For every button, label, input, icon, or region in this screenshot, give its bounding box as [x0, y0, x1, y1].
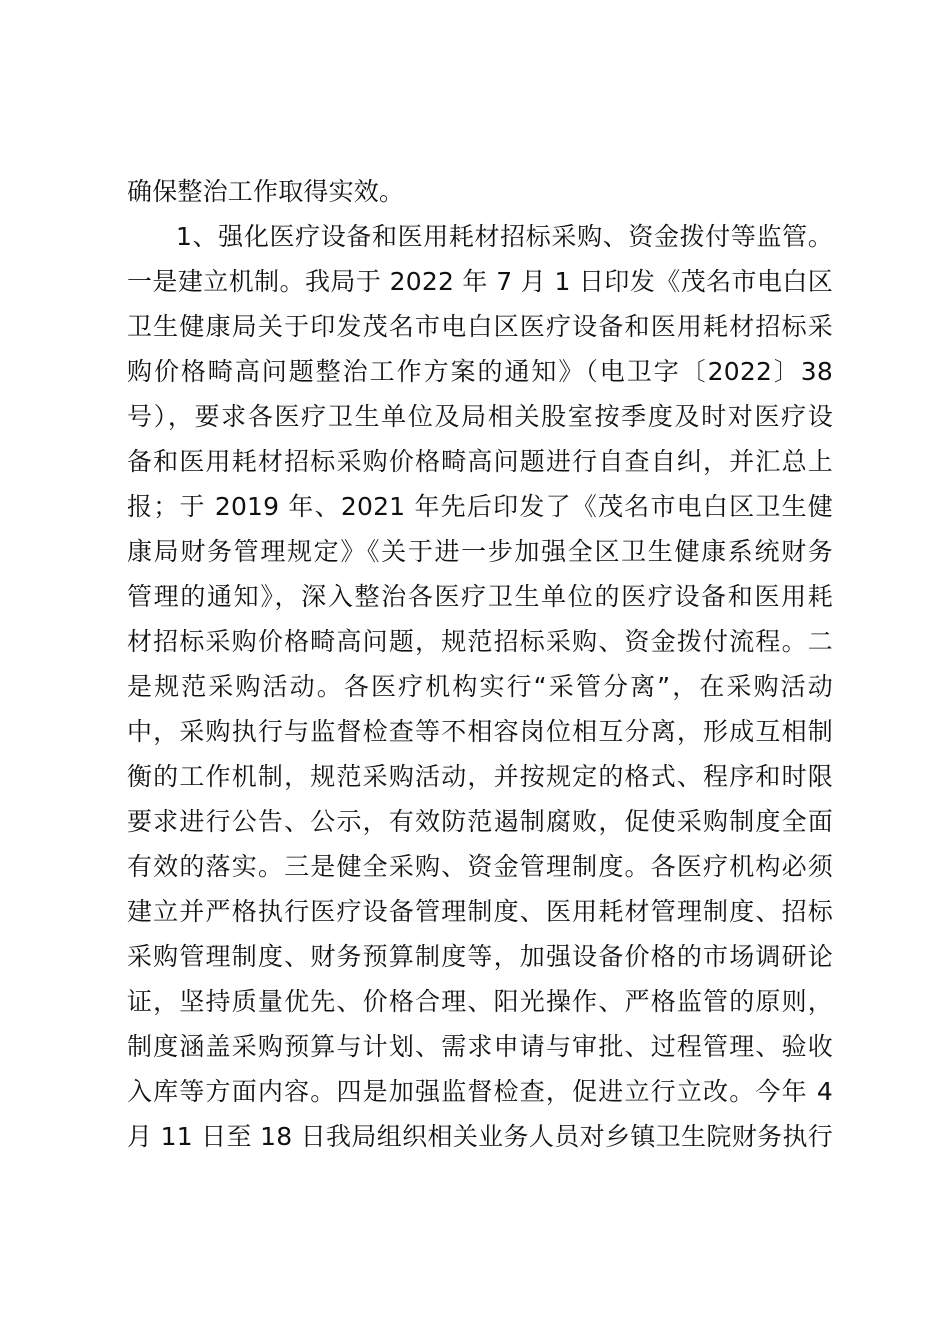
text-line: 衡的工作机制，规范采购活动，并按规定的格式、程序和时限 — [127, 762, 833, 791]
text-line: 证，坚持质量优先、价格合理、阳光操作、严格监管的原则， — [127, 987, 833, 1016]
text-line: 号），要求各医疗卫生单位及局相关股室按季度及时对医疗设 — [127, 402, 833, 431]
text-line: 建立并严格执行医疗设备管理制度、医用耗材管理制度、招标 — [127, 897, 833, 926]
text-line: 采购管理制度、财务预算制度等，加强设备价格的市场调研论 — [127, 942, 833, 971]
text-line: 购价格畸高问题整治工作方案的通知》（电卫字〔2022〕38 — [127, 357, 833, 386]
text-line: 一是建立机制。我局于 2022 年 7 月 1 日印发《茂名市电白区 — [127, 267, 833, 296]
text-line: 报；于 2019 年、2021 年先后印发了《茂名市电白区卫生健 — [127, 492, 833, 521]
text-line: 制度涵盖采购预算与计划、需求申请与审批、过程管理、验收 — [127, 1032, 833, 1061]
text-line: 要求进行公告、公示，有效防范遏制腐败，促使采购制度全面 — [127, 807, 833, 836]
text-line: 康局财务管理规定》《关于进一步加强全区卫生健康系统财务 — [127, 537, 833, 566]
text-line: 是规范采购活动。各医疗机构实行“采管分离”，在采购活动 — [127, 672, 833, 701]
text-line: 有效的落实。三是健全采购、资金管理制度。各医疗机构必须 — [127, 852, 833, 881]
text-line: 卫生健康局关于印发茂名市电白区医疗设备和医用耗材招标采 — [127, 312, 833, 341]
text-line: 中，采购执行与监督检查等不相容岗位相互分离，形成互相制 — [127, 717, 833, 746]
text-line: 月 11 日至 18 日我局组织相关业务人员对乡镇卫生院财务执行 — [127, 1122, 833, 1151]
text-line: 入库等方面内容。四是加强监督检查，促进立行立改。今年 4 — [127, 1077, 833, 1106]
section-heading: 1、强化医疗设备和医用耗材招标采购、资金拨付等监管。 — [176, 222, 833, 251]
text-line: 管理的通知》，深入整治各医疗卫生单位的医疗设备和医用耗 — [127, 582, 833, 611]
text-line: 备和医用耗材招标采购价格畸高问题进行自查自纠，并汇总上 — [127, 447, 833, 476]
text-line: 材招标采购价格畸高问题，规范招标采购、资金拨付流程。二 — [127, 627, 833, 656]
text-line: 确保整治工作取得实效。 — [127, 177, 405, 206]
